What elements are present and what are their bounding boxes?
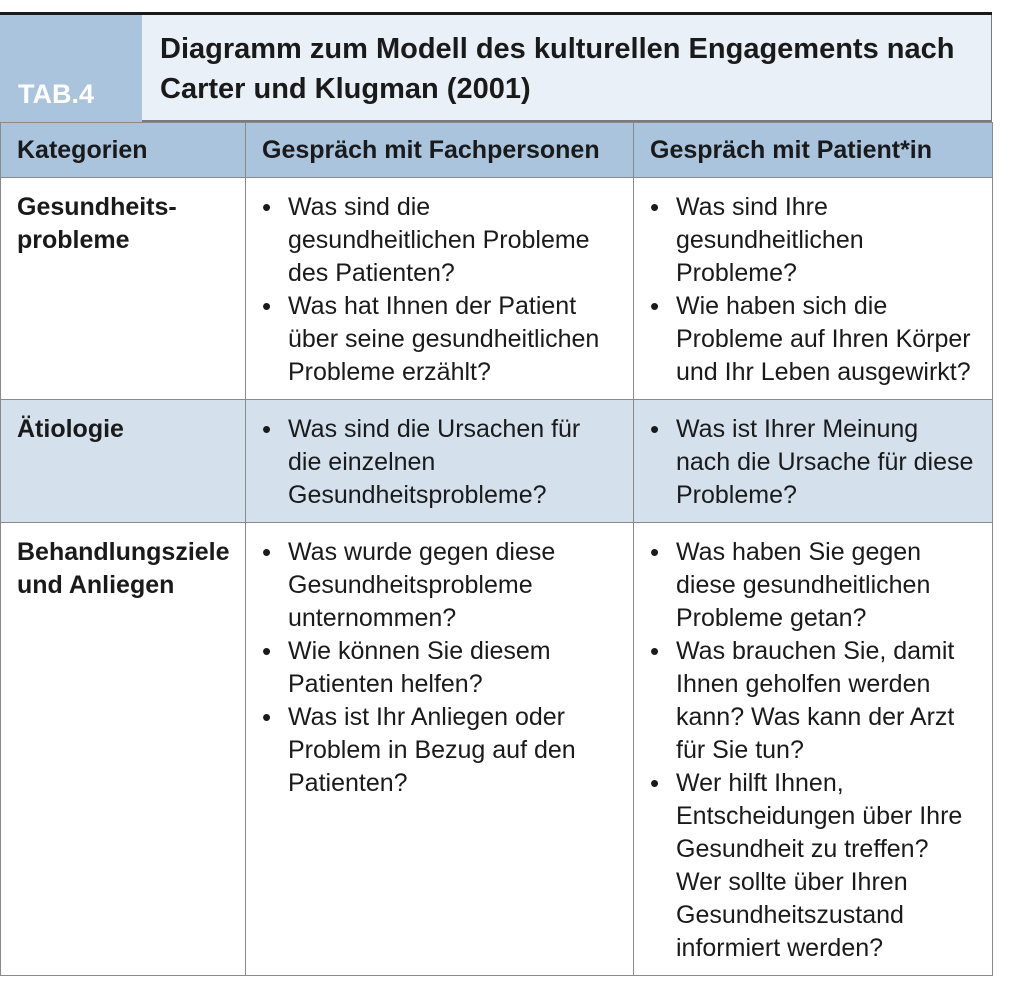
list-item: • Was sind die gesundheitlichen Probleme des Patienten? (262, 191, 619, 290)
table-tag (0, 15, 142, 122)
table-row (1, 400, 993, 523)
engagement-table (0, 122, 993, 976)
table-tag-label: TAB.4 (18, 79, 95, 109)
category-cell (1, 178, 246, 400)
table-title: Diagramm zum Modell des kulturellen Engagements nach Carter und Klugman (2001) (160, 33, 955, 105)
patient-cell (634, 523, 993, 976)
fach-cell (246, 523, 634, 976)
list-item: • Was sind Ihre gesundheitlichen Probleme? (650, 191, 978, 290)
category-label: Ätiologie (17, 415, 124, 443)
category-cell (1, 400, 246, 523)
fach-cell (246, 178, 634, 400)
header-patient: Gespräch mit Patient*in (634, 123, 993, 178)
list-item: • Was sind die Ursachen für die einzelnen Gesundheitsprobleme? (262, 413, 619, 512)
category-label: Behandlungsziele und Anliegen (17, 538, 230, 599)
category-label: Gesundheits-probleme (17, 193, 177, 254)
list-item: • Was wurde gegen diese Gesundheitsprobleme unternommen? (262, 536, 619, 635)
table-row (1, 178, 993, 400)
header-kategorien: Kategorien (1, 123, 246, 178)
list-item: • Was ist Ihrer Meinung nach die Ursache für diese Probleme? (650, 413, 978, 512)
list-item: • Was brauchen Sie, damit Ihnen geholfen werden kann? Was kann der Arzt für Sie tun? (650, 635, 978, 767)
table-title-box (142, 15, 992, 122)
fach-cell (246, 400, 634, 523)
list-item: • Wie können Sie diesem Patienten helfen? (262, 635, 619, 701)
patient-cell (634, 400, 993, 523)
header-fachpersonen: Gespräch mit Fachpersonen (246, 123, 634, 178)
table-row (1, 523, 993, 976)
patient-cell (634, 178, 993, 400)
list-item: • Was haben Sie gegen diese gesundheitlichen Probleme getan? (650, 536, 978, 635)
list-item: • Wie haben sich die Probleme auf Ihren Körper und Ihr Leben ausgewirkt? (650, 290, 978, 389)
list-item: • Was hat Ihnen der Patient über seine gesundheitlichen Probleme erzählt? (262, 290, 619, 389)
category-cell (1, 523, 246, 976)
list-item: • Wer hilft Ihnen, Entscheidungen über Ihre Gesundheit zu treffen? Wer sollte über Ihren Gesundheitszustand informiert werden? (650, 767, 978, 965)
header-row (1, 123, 993, 178)
table-figure (0, 12, 992, 974)
list-item: • Was ist Ihr Anliegen oder Problem in Bezug auf den Patienten? (262, 701, 619, 800)
